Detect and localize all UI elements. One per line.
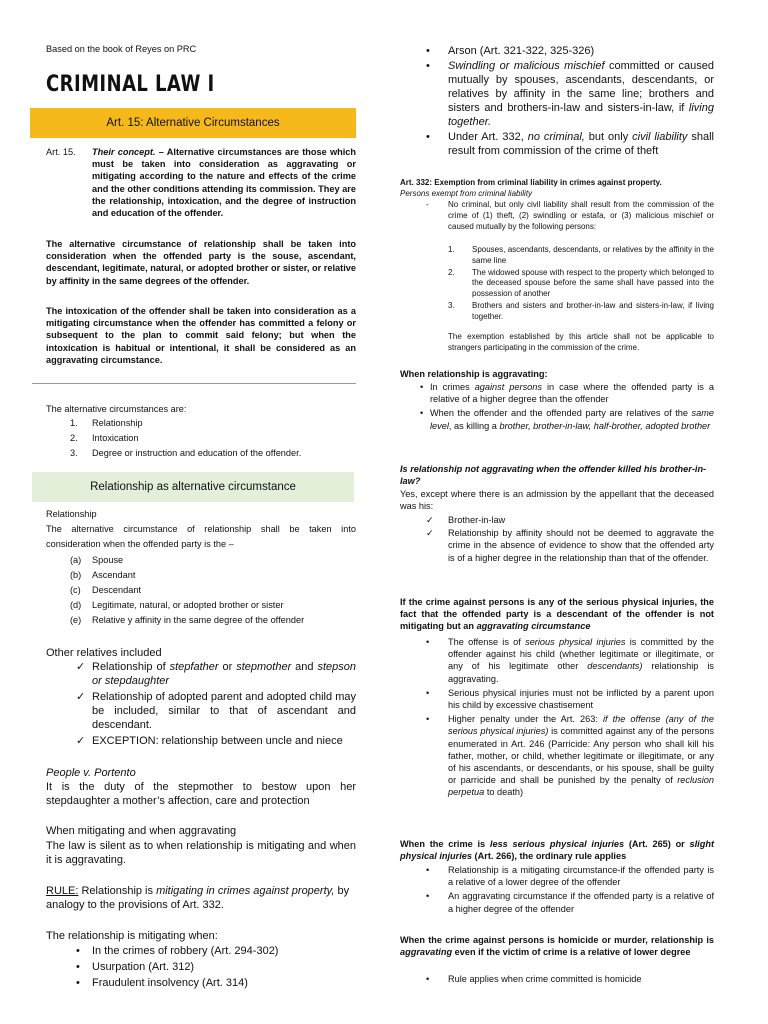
q-heading: Is relationship not aggravating when the offender killed his brother-in-law? bbox=[400, 464, 707, 487]
list-item: ✓ Relationship of adopted parent and adopted child may be included, similar to that of ascendant and descendant. bbox=[92, 690, 356, 732]
list-item: (c) Descendant bbox=[70, 585, 142, 595]
case-text: It is the duty of the stepmother to bestow upon her stepdaughter a mother’s affection, care and protection bbox=[46, 781, 356, 807]
list-item: • Serious physical injuries must not be inflicted by a parent upon his child by excessive chastisement bbox=[448, 687, 714, 711]
list-item: • Swindling or malicious mischief committed or caused mutually by spouses, ascendants, descendants, or relatives by affinity in the same line; brothers and sisters and brothers-in-law and sisters-in-law, if living together. bbox=[448, 59, 714, 129]
list-item: ✓ Brother-in-law bbox=[448, 514, 714, 526]
check-icon bbox=[426, 527, 434, 539]
list-item: (a) Spouse bbox=[70, 555, 124, 565]
mit-heading: The relationship is mitigating when: bbox=[46, 930, 218, 942]
art15-concept: Art. 15. Their concept. – Alternative circumstances are those which must be taken into consideration as aggravating or mitigating according to the nature and effects of the crime and the other conditions attending its commission. They are the relationship, intoxication, and the degree of instruction and education of the offender. bbox=[46, 147, 356, 219]
divider bbox=[32, 383, 356, 384]
list-item: • In the crimes of robbery (Art. 294-302) bbox=[92, 944, 356, 960]
lspi-list bbox=[448, 864, 714, 915]
spi-heading: If the crime against persons is any of the serious physical injuries, the fact that the offended party is a descendant of the offender is not mitigating but an aggravating circumstance bbox=[400, 597, 714, 632]
list-item: • Rule applies when crime committed is homicide bbox=[448, 973, 714, 985]
check-icon bbox=[76, 734, 85, 748]
list-item: 1. Spouses, ascendants, descendants, or relatives by the affinity in the same line bbox=[448, 245, 714, 265]
art332-text: - No criminal, but only civil liability shall result from the commission of the crime of (1) theft, (2) swindling or estafa, or (3) malicious mischief or caused mutually by the following persons: bbox=[426, 200, 714, 231]
list-item: (e) Relative y affinity in the same degree of the offender bbox=[70, 615, 305, 625]
list-item: 1. Relationship bbox=[70, 418, 143, 428]
check-icon bbox=[426, 514, 434, 526]
hom-heading: When the crime against persons is homicide or murder, relationship is aggravating even if the victim of crime is a relative of lower degree bbox=[400, 935, 714, 958]
art332-sub: Persons exempt from criminal liability bbox=[400, 189, 533, 198]
list-item: • Relationship is a mitigating circumstance-if the offended party is a relative of a lower degree of the offender bbox=[448, 864, 714, 888]
when-heading: When mitigating and when aggravating bbox=[46, 825, 237, 837]
rel-heading: Relationship bbox=[46, 509, 97, 519]
list-item: 3. Brothers and sisters and brother-in-law and sisters-in-law, if living together. bbox=[448, 300, 714, 321]
list-item: 2. Intoxication bbox=[70, 433, 139, 443]
agg-heading: When relationship is aggravating: bbox=[400, 369, 548, 379]
banner-relationship: Relationship as alternative circumstance bbox=[32, 472, 354, 502]
banner-art15: Art. 15: Alternative Circumstances bbox=[30, 108, 356, 138]
list-item: • An aggravating circumstance if the offended party is a relative of a higher degree of the offender bbox=[448, 890, 714, 914]
para-relationship: The alternative circumstance of relationship shall be taken into consideration when the offended party is the souse, ascendant, descendant, legitimate, natural, or adopted brother or sister, or relative by affinity in the same degrees of the offender. bbox=[46, 239, 356, 286]
art332-title: Art. 332: Exemption from criminal liability in crimes against property. bbox=[400, 178, 662, 187]
mit-list bbox=[92, 944, 356, 992]
para-intoxication: The intoxication of the offender shall be taken into consideration as a mitigating circumstance when the offender has committed a felony or subsequent to the plan to commit said felony; but when the intoxication is habitual or intentional, it shall be considered as an aggravating circumstance. bbox=[46, 306, 356, 365]
lspi-heading: When the crime is less serious physical injuries (Art. 265) or slight physical injuries (Art. 266), the ordinary rule applies bbox=[400, 839, 714, 862]
other-heading: Other relatives included bbox=[46, 647, 162, 659]
other-list bbox=[92, 660, 356, 748]
rel-intro: The alternative circumstance of relationship shall be taken into consideration when the offended party is the – bbox=[46, 524, 356, 549]
rel-list bbox=[70, 554, 360, 629]
list-item: • Fraudulent insolvency (Art. 314) bbox=[92, 976, 356, 992]
when-text: The law is silent as to when relationship is mitigating and when it is aggravating. bbox=[46, 840, 356, 866]
check-icon bbox=[76, 660, 85, 674]
list-item: • When the offender and the offended party are relatives of the same level, as killing a brother, brother-in-law, half-brother, adopted brother bbox=[430, 407, 714, 431]
list-item: (b) Ascendant bbox=[70, 570, 136, 580]
list-item: 3. Degree or instruction and education of the offender. bbox=[70, 448, 302, 458]
list-item: ✓ Relationship by affinity should not be deemed to aggravate the crime in the absence of evidence to show that the offended arty is of a higher degree in the relationship than that of the offender. bbox=[448, 527, 714, 564]
list-item: 2. The widowed spouse with respect to the property which belonged to the deceased spouse before the same shall have passed into the possession of another bbox=[448, 267, 714, 299]
list-item: (d) Legitimate, natural, or adopted brother or sister bbox=[70, 600, 284, 610]
agg-list bbox=[430, 381, 714, 432]
rule-text: RULE: Relationship is mitigating in crimes against property, by analogy to the provisions of Art. 332. bbox=[46, 885, 350, 911]
check-icon bbox=[76, 690, 85, 704]
cont-list bbox=[448, 44, 714, 158]
list-item: • In crimes against persons in case where the offended party is a relative of a higher degree than the offender bbox=[430, 381, 714, 405]
list-item: • Arson (Art. 321-322, 325-326) bbox=[448, 44, 714, 58]
q-text: Yes, except where there is an admission by the appellant that the deceased was his: bbox=[400, 489, 714, 512]
alt-heading: The alternative circumstances are: bbox=[46, 404, 187, 414]
list-item: • Usurpation (Art. 312) bbox=[92, 960, 356, 976]
case-name: People v. Portento bbox=[46, 767, 136, 779]
list-item: • Higher penalty under the Art. 263: if the offense (any of the serious physical injuries) is committed against any of the persons enumerated in Art. 246 (Parricide: Any person who shall kill his father, mother, or child, whether legitimate or illegitimate, or any of his ascendants, or descendants, or his spouse, shall be guilty or parricide and shall be punished by the penalty of reclusion perpetua to death) bbox=[448, 713, 714, 798]
art332-exempt: The exemption established by this article shall not be applicable to strangers participating in the commission of the crime. bbox=[448, 332, 714, 352]
header-note: Based on the book of Reyes on PRC bbox=[46, 44, 197, 54]
list-item: • The offense is of serious physical injuries is committed by the offender against his child (whether legitimate or illegitimate, or any of his legitimate other descendants) relationship is aggravating. bbox=[448, 636, 714, 685]
list-item: ✓ Relationship of stepfather or stepmother and stepson or stepdaughter bbox=[92, 660, 356, 688]
page-title: CRIMINAL LAW I bbox=[46, 72, 215, 97]
list-item: ✓ EXCEPTION: relationship between uncle and niece bbox=[92, 734, 356, 748]
hom-list bbox=[448, 973, 714, 985]
art332-list bbox=[448, 245, 714, 323]
q-list bbox=[448, 514, 714, 564]
alt-list bbox=[70, 417, 360, 462]
spi-list bbox=[448, 636, 714, 799]
list-item: • Under Art. 332, no criminal, but only civil liability shall result from commission of the crime of theft bbox=[448, 130, 714, 158]
